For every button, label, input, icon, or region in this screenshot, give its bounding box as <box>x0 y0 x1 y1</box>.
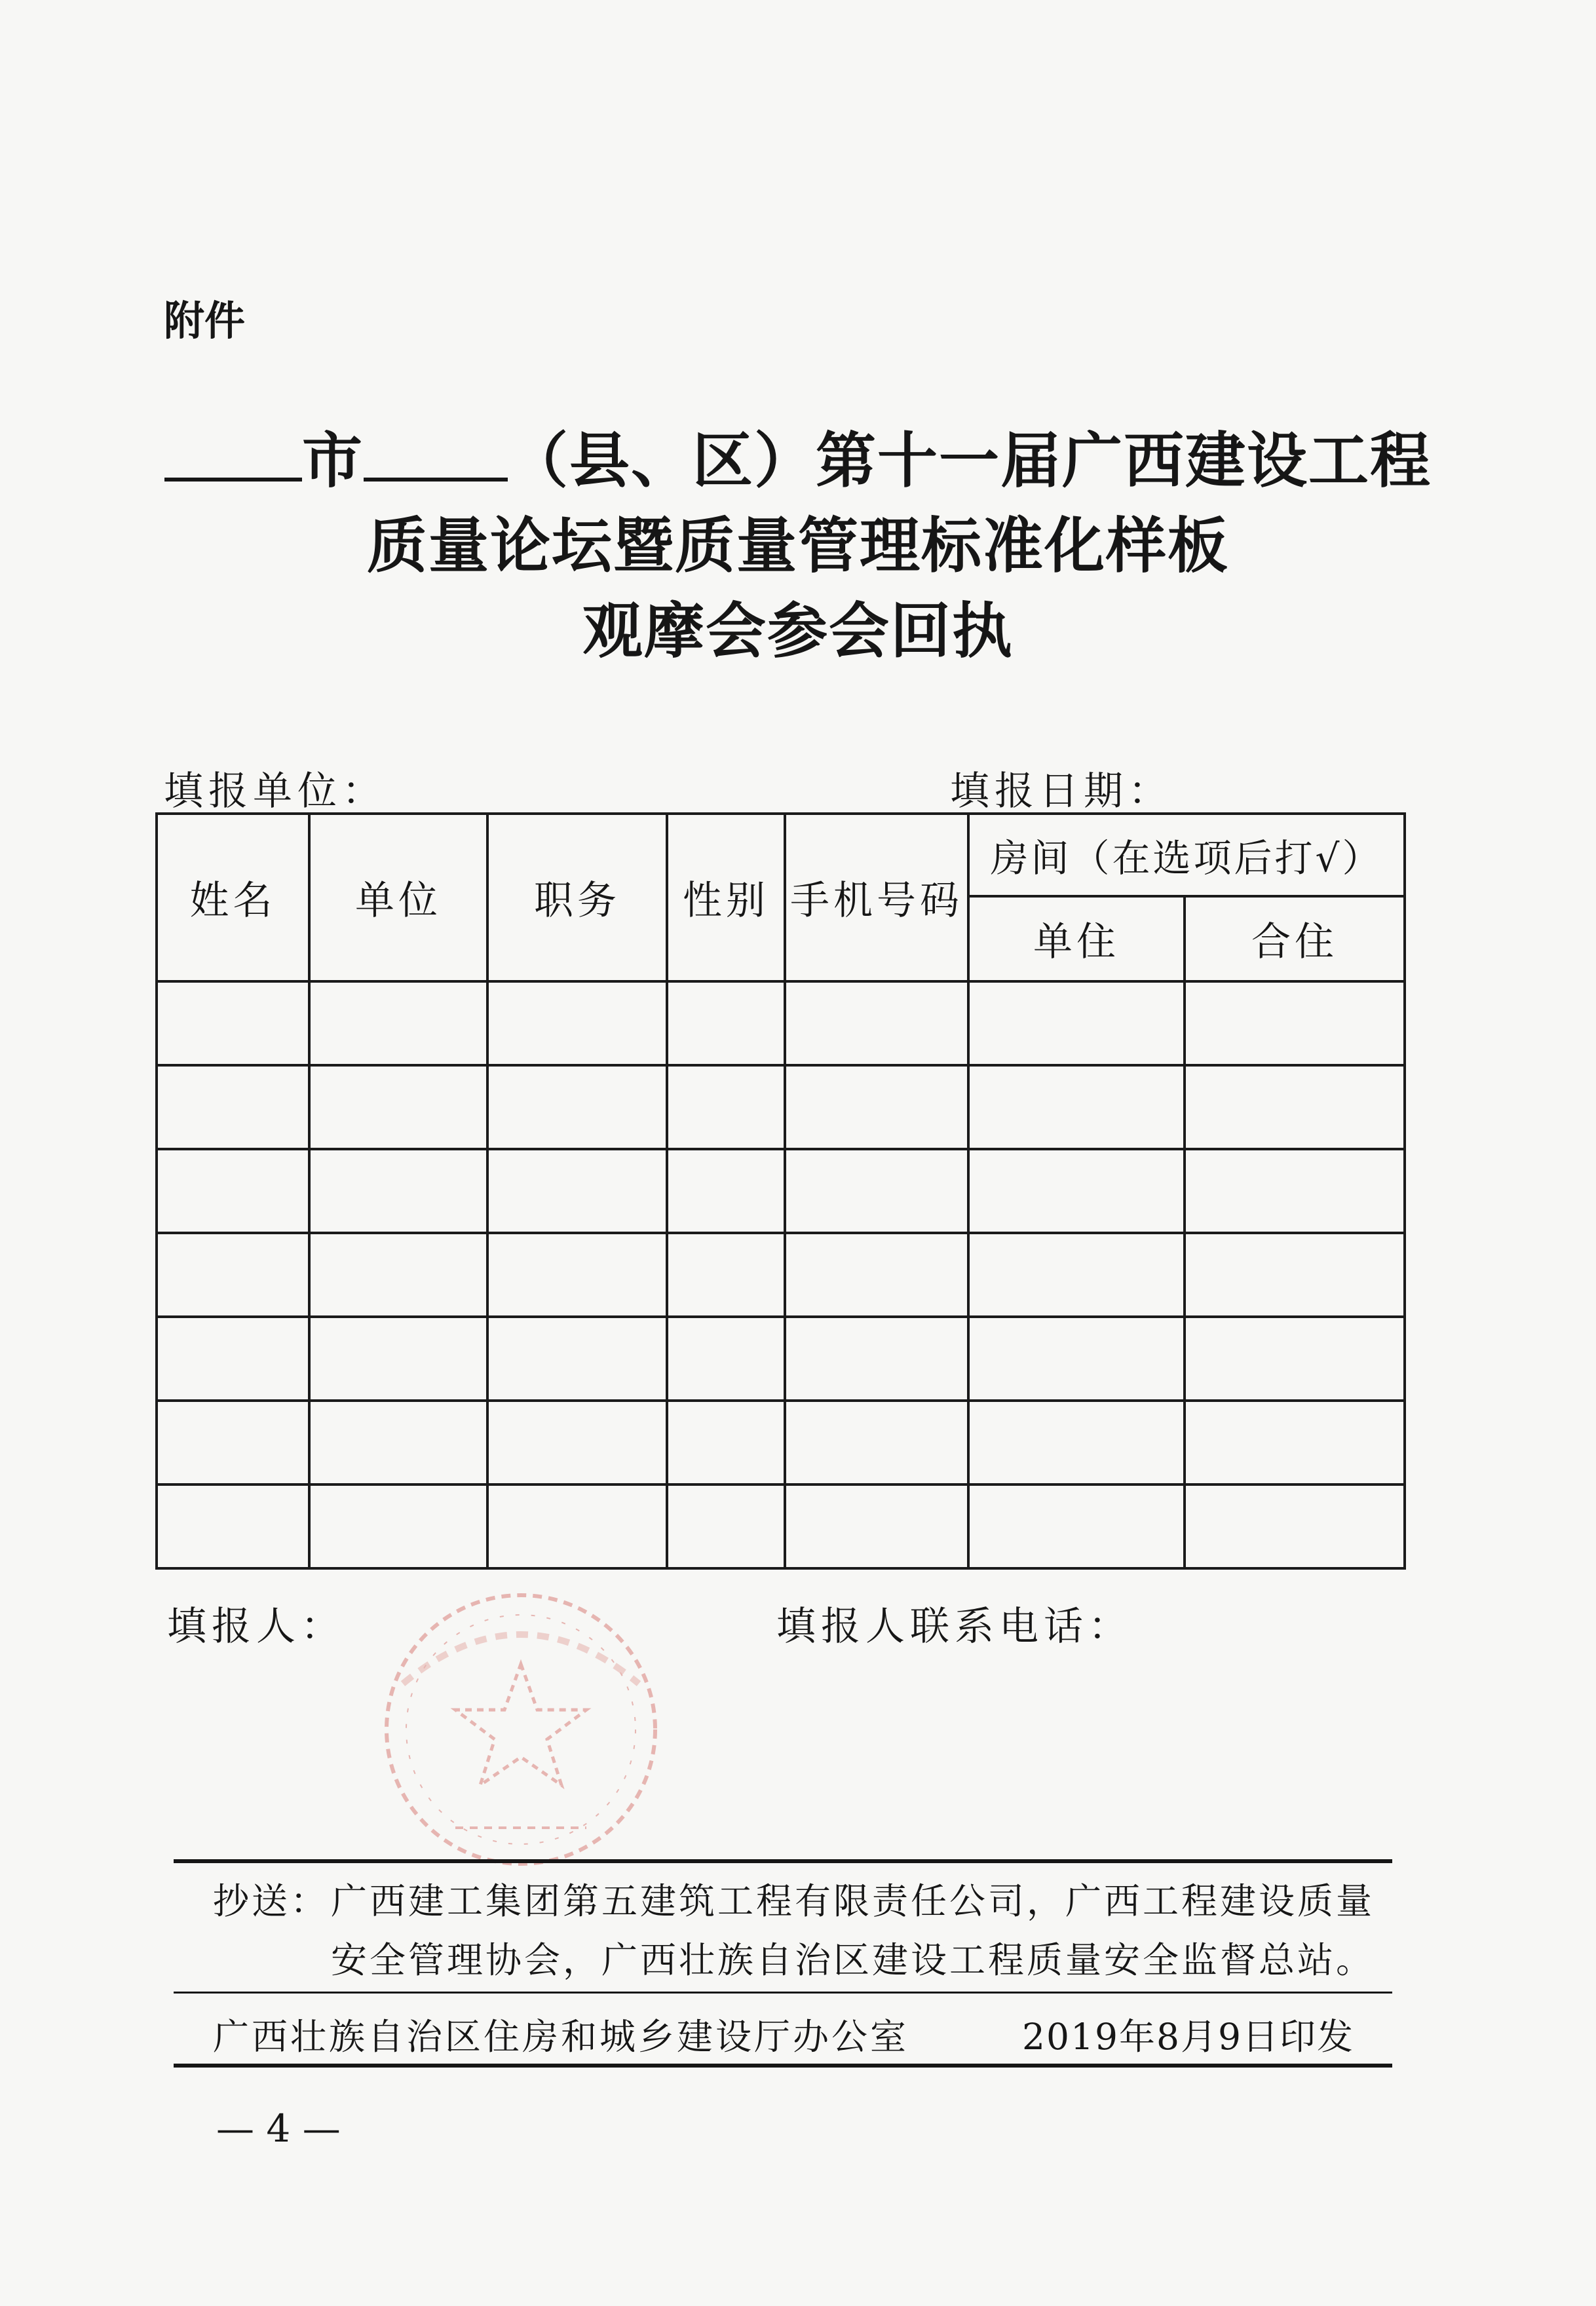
table-cell[interactable] <box>487 1401 667 1484</box>
table-cell[interactable] <box>785 1065 968 1149</box>
table-cell[interactable] <box>785 981 968 1065</box>
table-cell[interactable] <box>667 1065 785 1149</box>
table-row <box>157 981 1405 1065</box>
cc-line-2: 安全管理协会，广西壮族自治区建设工程质量安全监督总站。 <box>331 1939 1375 1981</box>
table-cell[interactable] <box>1185 1149 1405 1233</box>
issue-date: 2019年8月9日印发 <box>1022 2016 1354 2058</box>
table-cell[interactable] <box>157 981 309 1065</box>
table-cell[interactable] <box>309 1317 487 1401</box>
table-cell[interactable] <box>1185 1065 1405 1149</box>
table-cell[interactable] <box>1185 1233 1405 1317</box>
fill-date-label: 填报日期： <box>950 768 1173 814</box>
table-cell[interactable] <box>968 1317 1185 1401</box>
table-cell[interactable] <box>487 1149 667 1233</box>
table-cell[interactable] <box>785 1484 968 1568</box>
table-cell[interactable] <box>667 981 785 1065</box>
header-shared-room: 合住 <box>1185 896 1405 981</box>
table-cell[interactable] <box>309 1065 487 1149</box>
footer-top-rule <box>174 1859 1392 1863</box>
table-cell[interactable] <box>309 1401 487 1484</box>
title-line-1-rest: （县、区）第十一届广西建设工程 <box>508 426 1432 496</box>
issuer: 广西壮族自治区住房和城乡建设厅办公室 <box>213 2016 909 2058</box>
table-cell[interactable] <box>1185 981 1405 1065</box>
table-cell[interactable] <box>968 1484 1185 1568</box>
table-cell[interactable] <box>785 1317 968 1401</box>
attachment-label: 附件 <box>164 297 246 345</box>
title-line-3: 观摩会参会回执 <box>582 596 1014 666</box>
title-line-1 <box>0 413 1596 499</box>
table-cell[interactable] <box>667 1401 785 1484</box>
table-cell[interactable] <box>157 1149 309 1233</box>
table-cell[interactable] <box>785 1233 968 1317</box>
footer-bottom-rule <box>174 2064 1392 2068</box>
title-city-suffix: 市 <box>301 426 364 496</box>
table-cell[interactable] <box>968 1401 1185 1484</box>
header-unit: 单位 <box>309 814 487 981</box>
table-cell[interactable] <box>157 1065 309 1149</box>
cc-line-1: 广西建工集团第五建筑工程有限责任公司，广西工程建设质量 <box>331 1880 1375 1922</box>
table-cell[interactable] <box>487 1233 667 1317</box>
table-cell[interactable] <box>157 1484 309 1568</box>
header-phone: 手机号码 <box>785 814 968 981</box>
table-cell[interactable] <box>1185 1317 1405 1401</box>
table-cell[interactable] <box>667 1317 785 1401</box>
table-row <box>157 1065 1405 1149</box>
filler-phone-label: 填报人联系电话： <box>776 1604 1133 1650</box>
table-cell[interactable] <box>667 1484 785 1568</box>
table-cell[interactable] <box>157 1401 309 1484</box>
table-cell[interactable] <box>968 1149 1185 1233</box>
header-name: 姓名 <box>157 814 309 981</box>
table-cell[interactable] <box>968 1065 1185 1149</box>
county-blank <box>364 432 508 482</box>
footer-middle-rule <box>174 1992 1392 1994</box>
table-cell[interactable] <box>309 1484 487 1568</box>
official-seal-stamp <box>344 1572 711 1874</box>
table-cell[interactable] <box>487 981 667 1065</box>
table-cell[interactable] <box>667 1233 785 1317</box>
table-cell[interactable] <box>487 1317 667 1401</box>
table-cell[interactable] <box>487 1065 667 1149</box>
table-row <box>157 1233 1405 1317</box>
table-cell[interactable] <box>667 1149 785 1233</box>
table-cell[interactable] <box>968 1233 1185 1317</box>
table-cell[interactable] <box>968 981 1185 1065</box>
header-single-room: 单住 <box>968 896 1185 981</box>
page-number: — 4 — <box>216 2106 341 2151</box>
city-blank <box>164 432 302 482</box>
table-cell[interactable] <box>1185 1401 1405 1484</box>
header-position: 职务 <box>487 814 667 981</box>
registration-table <box>155 812 1406 1570</box>
filler-label: 填报人： <box>167 1604 345 1650</box>
table-cell[interactable] <box>309 1149 487 1233</box>
header-gender: 性别 <box>667 814 785 981</box>
table-cell[interactable] <box>785 1401 968 1484</box>
table-cell[interactable] <box>157 1233 309 1317</box>
table-row <box>157 1401 1405 1484</box>
table-row <box>157 1317 1405 1401</box>
header-room: 房间（在选项后打√） <box>968 814 1405 896</box>
table-cell[interactable] <box>487 1484 667 1568</box>
cc-label: 抄送： <box>213 1880 330 1922</box>
table-cell[interactable] <box>785 1149 968 1233</box>
table-cell[interactable] <box>1185 1484 1405 1568</box>
title-line-2: 质量论坛暨质量管理标准化样板 <box>366 511 1229 581</box>
table-row <box>157 1484 1405 1568</box>
table-cell[interactable] <box>309 981 487 1065</box>
table-row <box>157 1149 1405 1233</box>
seal-drawing <box>387 1595 655 1864</box>
fill-unit-label: 填报单位： <box>164 768 387 814</box>
table-cell[interactable] <box>157 1317 309 1401</box>
table-cell[interactable] <box>309 1233 487 1317</box>
